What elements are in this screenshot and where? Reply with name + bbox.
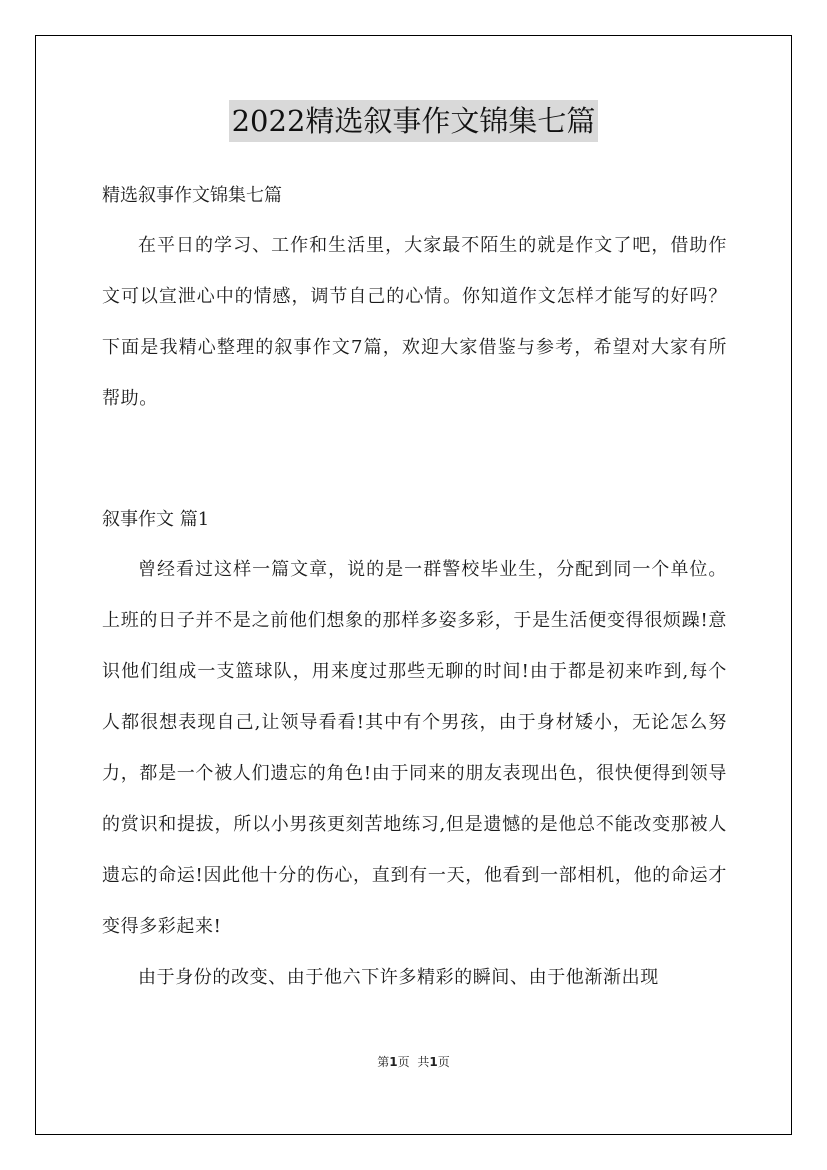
page-total: 1	[429, 1055, 438, 1069]
essay-body	[102, 544, 727, 1003]
page-current: 1	[389, 1055, 398, 1069]
body-paragraph: 曾经看过这样一篇文章，说的是一群警校毕业生，分配到同一个单位。上班的日子并不是之前他们想象的那样多姿多彩，于是生活便变得很烦躁!意识他们组成一支篮球队，用来度过那些无聊的时间!由于都是初来咋到,每个人都很想表现自己,让领导看看!其中有个男孩，由于身材矮小，无论怎么努力，都是一个被人们遗忘的角色!由于同来的朋友表现出色，很快便得到领导的赏识和提拔，所以小男孩更刻苦地练习,但是遗憾的是他总不能改变那被人遗忘的命运!因此他十分的伤心，直到有一天，他看到一部相机，他的命运才变得多彩起来!	[102, 559, 727, 937]
page-suffix: 页	[397, 1055, 410, 1069]
page-footer	[0, 1053, 827, 1070]
intro-paragraph: 在平日的学习、工作和生活里，大家最不陌生的就是作文了吧，借助作文可以宣泄心中的情感，调节自己的心情。你知道作文怎样才能写的好吗？下面是我精心整理的叙事作文7篇，欢迎大家借鉴与参考，希望对大家有所帮助。	[102, 235, 727, 409]
page-prefix: 第	[377, 1055, 390, 1069]
title-container	[0, 100, 827, 142]
document-title: 2022精选叙事作文锦集七篇	[229, 100, 599, 142]
document-subtitle: 精选叙事作文锦集七篇	[102, 185, 282, 206]
total-suffix: 页	[437, 1055, 450, 1069]
intro-section	[102, 220, 727, 424]
total-prefix: 共	[417, 1055, 430, 1069]
body-paragraph: 由于身份的改变、由于他六下许多精彩的瞬间、由于他渐渐出现	[138, 967, 659, 988]
section-heading: 叙事作文 篇1	[102, 509, 210, 530]
